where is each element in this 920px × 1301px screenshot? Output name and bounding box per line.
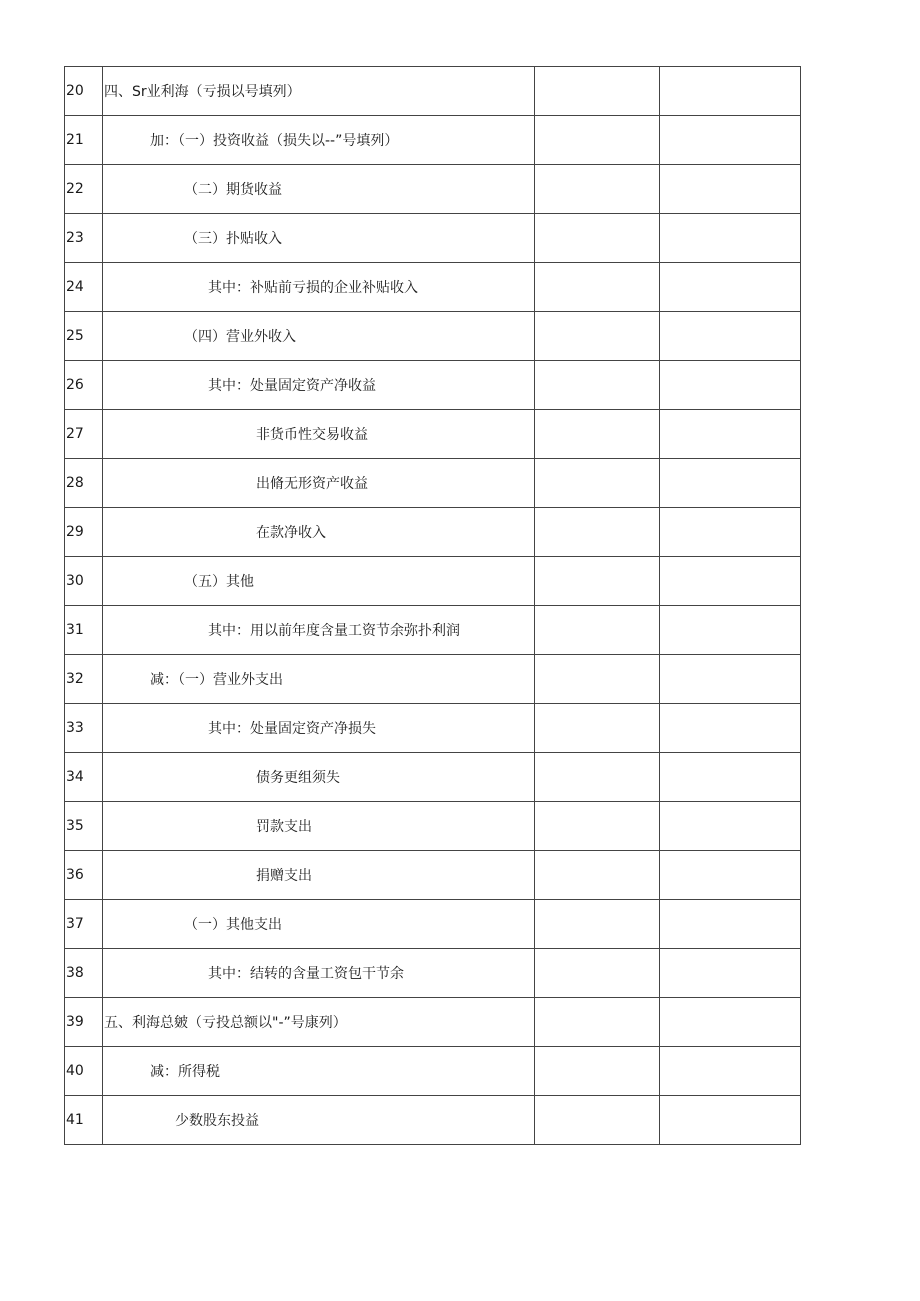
row-number: 34 (65, 753, 103, 802)
value-cell-previous[interactable] (660, 753, 801, 802)
item-cell (103, 753, 535, 802)
value-cell-current[interactable] (535, 900, 660, 949)
row-item-label: 罚款支出 (256, 819, 312, 835)
table-row (65, 1047, 801, 1096)
row-number: 30 (65, 557, 103, 606)
table-row (65, 851, 801, 900)
row-number: 35 (65, 802, 103, 851)
row-item-label: 减：所得税 (150, 1064, 220, 1080)
income-statement-table (64, 66, 801, 1145)
row-item-label: 其中：补贴前亏损的企业补贴收入 (208, 280, 418, 296)
item-cell (103, 410, 535, 459)
value-cell-previous[interactable] (660, 557, 801, 606)
item-cell (103, 459, 535, 508)
row-number: 31 (65, 606, 103, 655)
value-cell-previous[interactable] (660, 361, 801, 410)
value-cell-current[interactable] (535, 116, 660, 165)
row-number: 39 (65, 998, 103, 1047)
table-row (65, 900, 801, 949)
value-cell-previous[interactable] (660, 263, 801, 312)
table-row (65, 410, 801, 459)
row-item-label: 加：（一）投资收益（损失以--”号填列） (150, 133, 399, 149)
table-row (65, 949, 801, 998)
table-row (65, 753, 801, 802)
row-number: 24 (65, 263, 103, 312)
item-cell (103, 508, 535, 557)
item-cell (103, 116, 535, 165)
item-cell (103, 900, 535, 949)
value-cell-current[interactable] (535, 949, 660, 998)
row-number: 40 (65, 1047, 103, 1096)
value-cell-previous[interactable] (660, 508, 801, 557)
row-number: 22 (65, 165, 103, 214)
value-cell-current[interactable] (535, 802, 660, 851)
item-cell (103, 704, 535, 753)
row-item-label: （四）营业外收入 (184, 329, 296, 345)
value-cell-current[interactable] (535, 1047, 660, 1096)
item-cell (103, 67, 535, 116)
item-cell (103, 361, 535, 410)
value-cell-current[interactable] (535, 459, 660, 508)
row-number: 37 (65, 900, 103, 949)
row-number: 32 (65, 655, 103, 704)
row-item-label: 减：（一）营业外支出 (150, 672, 283, 688)
row-item-label: 四、Sr业利海（亏损以号填列） (104, 84, 301, 100)
value-cell-previous[interactable] (660, 606, 801, 655)
item-cell (103, 557, 535, 606)
value-cell-current[interactable] (535, 606, 660, 655)
row-number: 38 (65, 949, 103, 998)
value-cell-current[interactable] (535, 1096, 660, 1145)
item-cell (103, 312, 535, 361)
row-item-label: 其中：结转的含量工资包干节余 (208, 966, 404, 982)
row-number: 27 (65, 410, 103, 459)
table-row (65, 606, 801, 655)
row-item-label: （一）其他支出 (184, 917, 282, 933)
row-number: 20 (65, 67, 103, 116)
table-row (65, 263, 801, 312)
row-number: 25 (65, 312, 103, 361)
value-cell-previous[interactable] (660, 998, 801, 1047)
value-cell-current[interactable] (535, 851, 660, 900)
row-item-label: 债务更组须失 (256, 770, 340, 786)
table-row (65, 557, 801, 606)
value-cell-current[interactable] (535, 998, 660, 1047)
row-item-label: 出脩无形资产收益 (256, 476, 368, 492)
value-cell-previous[interactable] (660, 116, 801, 165)
table-row (65, 1096, 801, 1145)
item-cell (103, 1047, 535, 1096)
value-cell-current[interactable] (535, 753, 660, 802)
income-statement-sheet (64, 66, 798, 1145)
item-cell (103, 214, 535, 263)
table-row (65, 508, 801, 557)
value-cell-current[interactable] (535, 214, 660, 263)
value-cell-previous[interactable] (660, 1047, 801, 1096)
value-cell-previous[interactable] (660, 802, 801, 851)
value-cell-previous[interactable] (660, 851, 801, 900)
value-cell-previous[interactable] (660, 214, 801, 263)
item-cell (103, 606, 535, 655)
value-cell-current[interactable] (535, 263, 660, 312)
table-row (65, 998, 801, 1047)
row-number: 23 (65, 214, 103, 263)
value-cell-previous[interactable] (660, 312, 801, 361)
row-item-label: 在款净收入 (256, 525, 326, 541)
table-body (65, 67, 801, 1145)
item-cell (103, 998, 535, 1047)
value-cell-previous[interactable] (660, 410, 801, 459)
row-item-label: （三）扑贴收入 (184, 231, 282, 247)
table-row (65, 802, 801, 851)
table-row (65, 361, 801, 410)
row-item-label: （五）其他 (184, 574, 254, 590)
value-cell-previous[interactable] (660, 459, 801, 508)
table-row (65, 655, 801, 704)
row-item-label: （二）期货收益 (184, 182, 282, 198)
value-cell-current[interactable] (535, 312, 660, 361)
value-cell-previous[interactable] (660, 900, 801, 949)
row-item-label: 其中：用以前年度含量工资节余弥扑利润 (208, 623, 460, 639)
value-cell-current[interactable] (535, 67, 660, 116)
value-cell-previous[interactable] (660, 704, 801, 753)
item-cell (103, 655, 535, 704)
value-cell-previous[interactable] (660, 949, 801, 998)
table-row (65, 67, 801, 116)
value-cell-current[interactable] (535, 165, 660, 214)
row-number: 41 (65, 1096, 103, 1145)
item-cell (103, 851, 535, 900)
value-cell-previous[interactable] (660, 655, 801, 704)
item-cell (103, 949, 535, 998)
value-cell-current[interactable] (535, 508, 660, 557)
row-number: 28 (65, 459, 103, 508)
value-cell-previous[interactable] (660, 1096, 801, 1145)
value-cell-current[interactable] (535, 557, 660, 606)
row-number: 29 (65, 508, 103, 557)
item-cell (103, 263, 535, 312)
row-item-label: 捐赠支出 (256, 868, 312, 884)
value-cell-current[interactable] (535, 410, 660, 459)
table-row (65, 214, 801, 263)
row-item-label: 其中：处量固定资产净收益 (208, 378, 376, 394)
row-number: 21 (65, 116, 103, 165)
value-cell-current[interactable] (535, 655, 660, 704)
table-row (65, 704, 801, 753)
item-cell (103, 165, 535, 214)
row-item-label: 少数股东投益 (175, 1113, 259, 1129)
value-cell-current[interactable] (535, 704, 660, 753)
row-number: 33 (65, 704, 103, 753)
value-cell-previous[interactable] (660, 67, 801, 116)
row-number: 36 (65, 851, 103, 900)
item-cell (103, 1096, 535, 1145)
table-row (65, 165, 801, 214)
row-number: 26 (65, 361, 103, 410)
row-item-label: 非货币性交易收益 (256, 427, 368, 443)
item-cell (103, 802, 535, 851)
value-cell-current[interactable] (535, 361, 660, 410)
table-row (65, 116, 801, 165)
table-row (65, 312, 801, 361)
row-item-label: 五、利海总皴（亏投总额以"-”号康列） (104, 1015, 347, 1031)
row-item-label: 其中：处量固定资产净损失 (208, 721, 376, 737)
table-row (65, 459, 801, 508)
value-cell-previous[interactable] (660, 165, 801, 214)
